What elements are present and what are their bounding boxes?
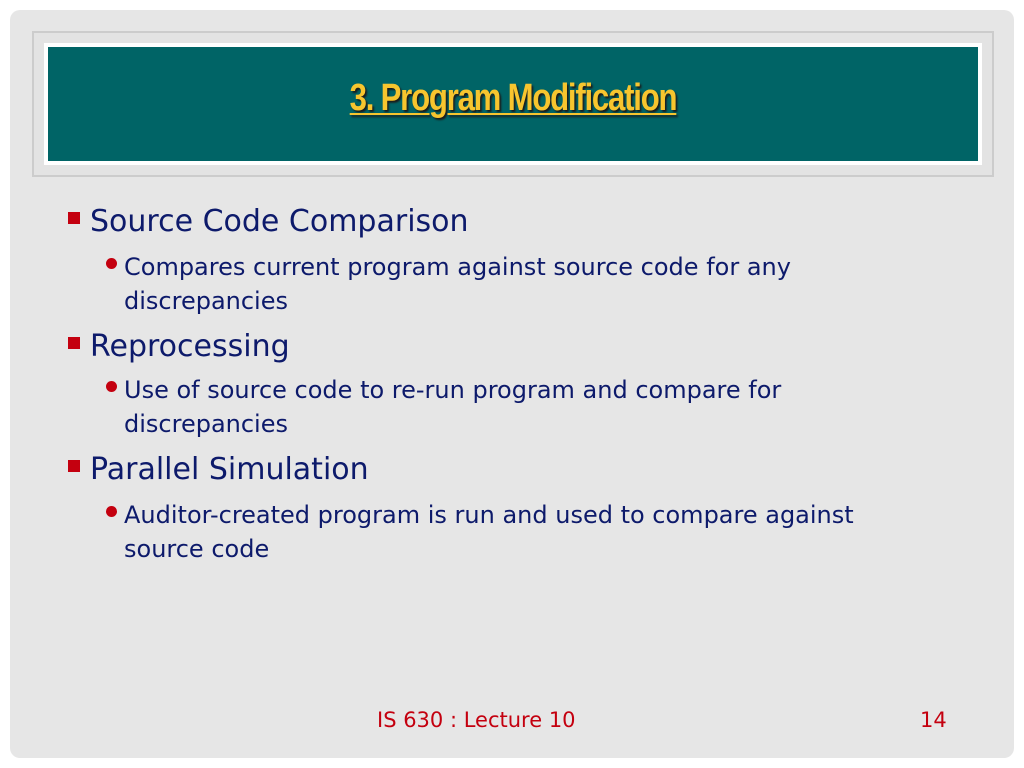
sub-bullet-item: Use of source code to re-run program and compare for discrepancies	[124, 376, 782, 438]
footer-text: IS 630 : Lecture 10	[377, 708, 576, 732]
sub-bullet-item: Auditor-created program is run and used to compare against source code	[124, 501, 854, 563]
round-bullet-icon	[106, 381, 117, 392]
bullet-item: Reprocessing	[90, 329, 290, 364]
slide-title: 3. Program Modification	[349, 77, 677, 119]
bullet-item: Source Code Comparison	[90, 204, 469, 239]
square-bullet-icon	[68, 460, 80, 472]
bullet-item: Parallel Simulation	[90, 452, 369, 487]
sub-bullet-item: Compares current program against source code for any discrepancies	[124, 253, 791, 315]
square-bullet-icon	[68, 212, 80, 224]
round-bullet-icon	[106, 506, 117, 517]
round-bullet-icon	[106, 258, 117, 269]
slide-number: 14	[920, 708, 947, 732]
square-bullet-icon	[68, 337, 80, 349]
